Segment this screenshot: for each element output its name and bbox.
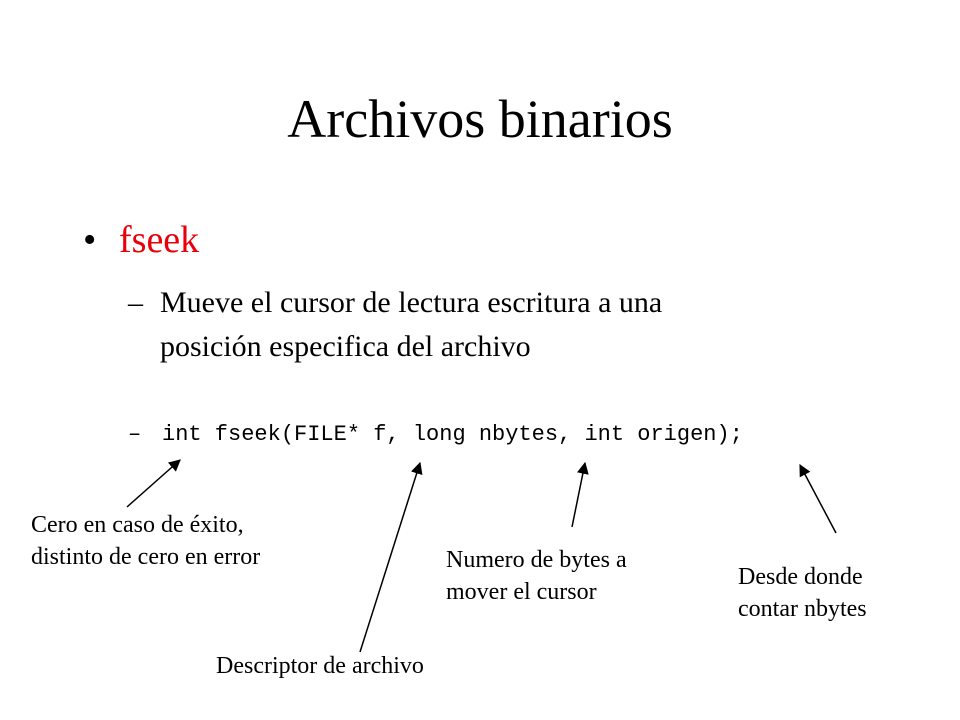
code-text: int fseek(FILE* f, long nbytes, int origen);	[162, 422, 743, 447]
sub-bullet-line-1: Mueve el cursor de lectura escritura a una	[160, 286, 663, 319]
bullet-text-fseek: fseek	[119, 219, 200, 261]
annotation-descriptor-text: Descriptor de archivo	[216, 653, 424, 679]
annotation-nbytes	[446, 544, 627, 608]
sub-bullet-marker: –	[128, 286, 143, 319]
annotation-return-value	[31, 509, 260, 573]
annotation-origen-line-2: contar nbytes	[738, 596, 867, 622]
arrow-nbytes	[572, 463, 585, 527]
annotation-origen	[738, 561, 867, 625]
sub-bullet-line-2: posición especifica del archivo	[160, 330, 531, 363]
annotation-nbytes-line-2: mover el cursor	[446, 579, 597, 605]
slide-title: Archivos binarios	[287, 89, 673, 149]
bullet-marker: •	[83, 219, 97, 261]
code-bullet-marker: –	[128, 422, 142, 447]
annotation-return-line-2: distinto de cero en error	[31, 544, 261, 570]
annotation-file-descriptor	[216, 650, 424, 682]
arrow-origen	[800, 465, 836, 533]
annotation-origen-line-1: Desde donde	[738, 564, 863, 590]
arrow-file-descriptor	[360, 463, 420, 652]
annotation-nbytes-line-1: Numero de bytes a	[446, 547, 627, 573]
arrow-return-value	[127, 460, 180, 507]
annotation-return-line-1: Cero en caso de éxito,	[31, 512, 244, 538]
